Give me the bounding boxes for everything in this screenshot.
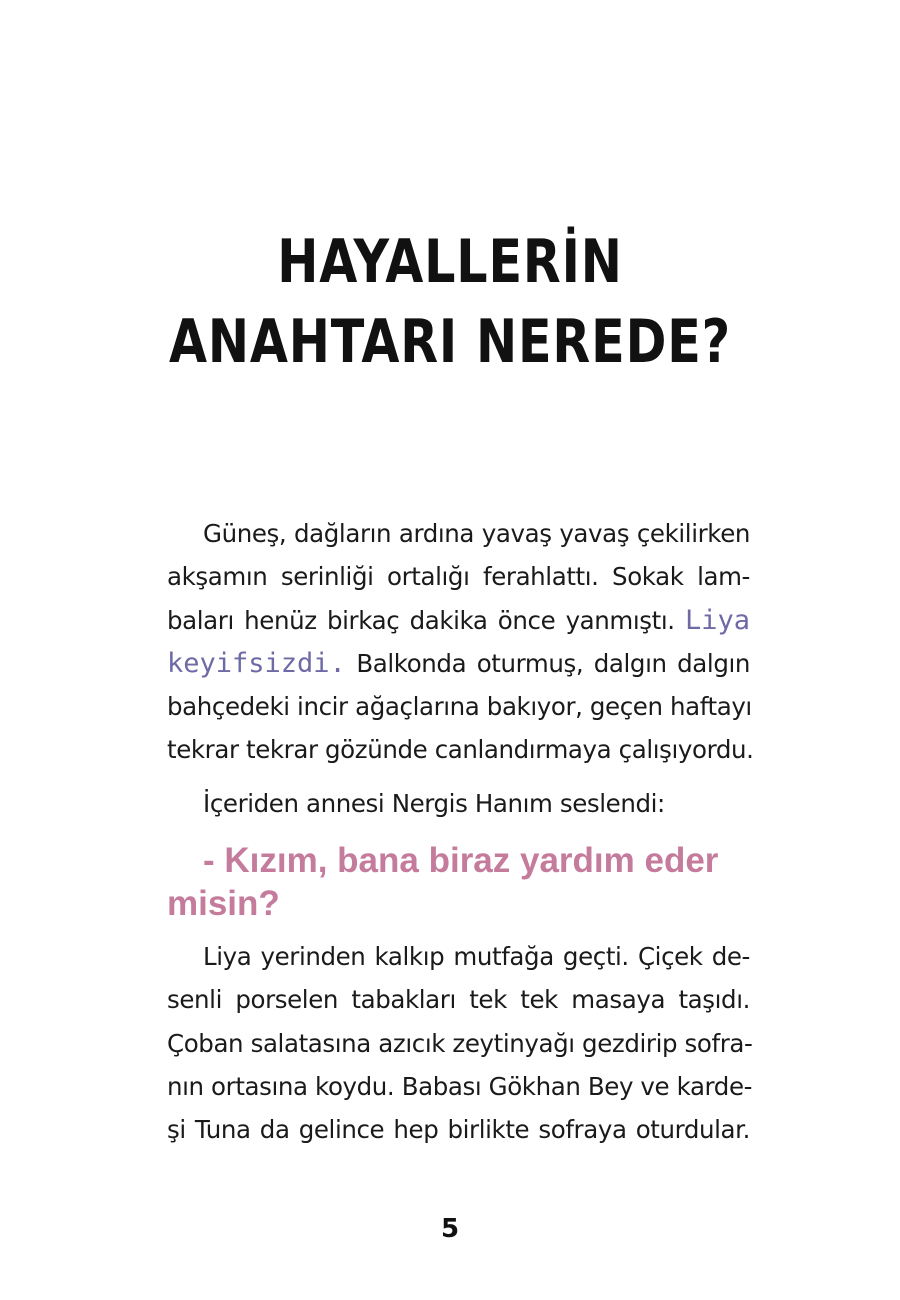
dialogue-line: misin? [167, 884, 280, 924]
text-segment: Balkonda oturmuş, dalgın dalgın [356, 648, 751, 678]
paragraph-2 [167, 782, 750, 825]
text-line: senli porselen tabakları tek tek masaya taşıdı. [167, 985, 750, 1015]
dialogue-block [167, 839, 750, 925]
chapter-title [81, 222, 819, 382]
text-line: akşamın serinliği ortalığı ferahlattı. Sokak lam- [167, 562, 750, 592]
chapter-body [167, 512, 754, 1152]
text-line: İçeriden annesi Nergis Hanım seslendi: [203, 788, 665, 818]
text-line: şi Tuna da gelince hep birlikte sofraya oturdular. [167, 1115, 750, 1145]
highlighted-mood: keyifsizdi. [167, 647, 346, 679]
text-line [167, 642, 750, 685]
dialogue-line: - Kızım, bana biraz yardım eder [203, 841, 719, 881]
text-line: tekrar tekrar gözünde canlandırmaya çalışıyordu. [167, 735, 754, 765]
paragraph-3 [167, 935, 753, 1151]
chapter-title-line-2: ANAHTARI NEREDE? [168, 307, 732, 377]
page-number: 5 [440, 1214, 460, 1244]
text-line: Liya yerinden kalkıp mutfağa geçti. Çiçek de- [203, 942, 750, 972]
text-line: bahçedeki incir ağaçlarına bakıyor, geçen haftayı [167, 692, 752, 722]
text-line: Çoban salatasına azıcık zeytinyağı gezdirip sofra- [167, 1028, 753, 1058]
text-line: nın ortasına koydu. Babası Gökhan Bey ve karde- [167, 1071, 753, 1101]
text-segment: baları henüz birkaç dakika önce yanmıştı. [167, 605, 675, 635]
highlighted-name: Liya [684, 604, 750, 636]
text-line: Güneş, dağların ardına yavaş yavaş çekilirken [203, 519, 750, 548]
text-line [167, 599, 750, 642]
paragraph-1 [167, 512, 754, 772]
chapter-title-line-1: HAYALLERİN [277, 227, 623, 297]
